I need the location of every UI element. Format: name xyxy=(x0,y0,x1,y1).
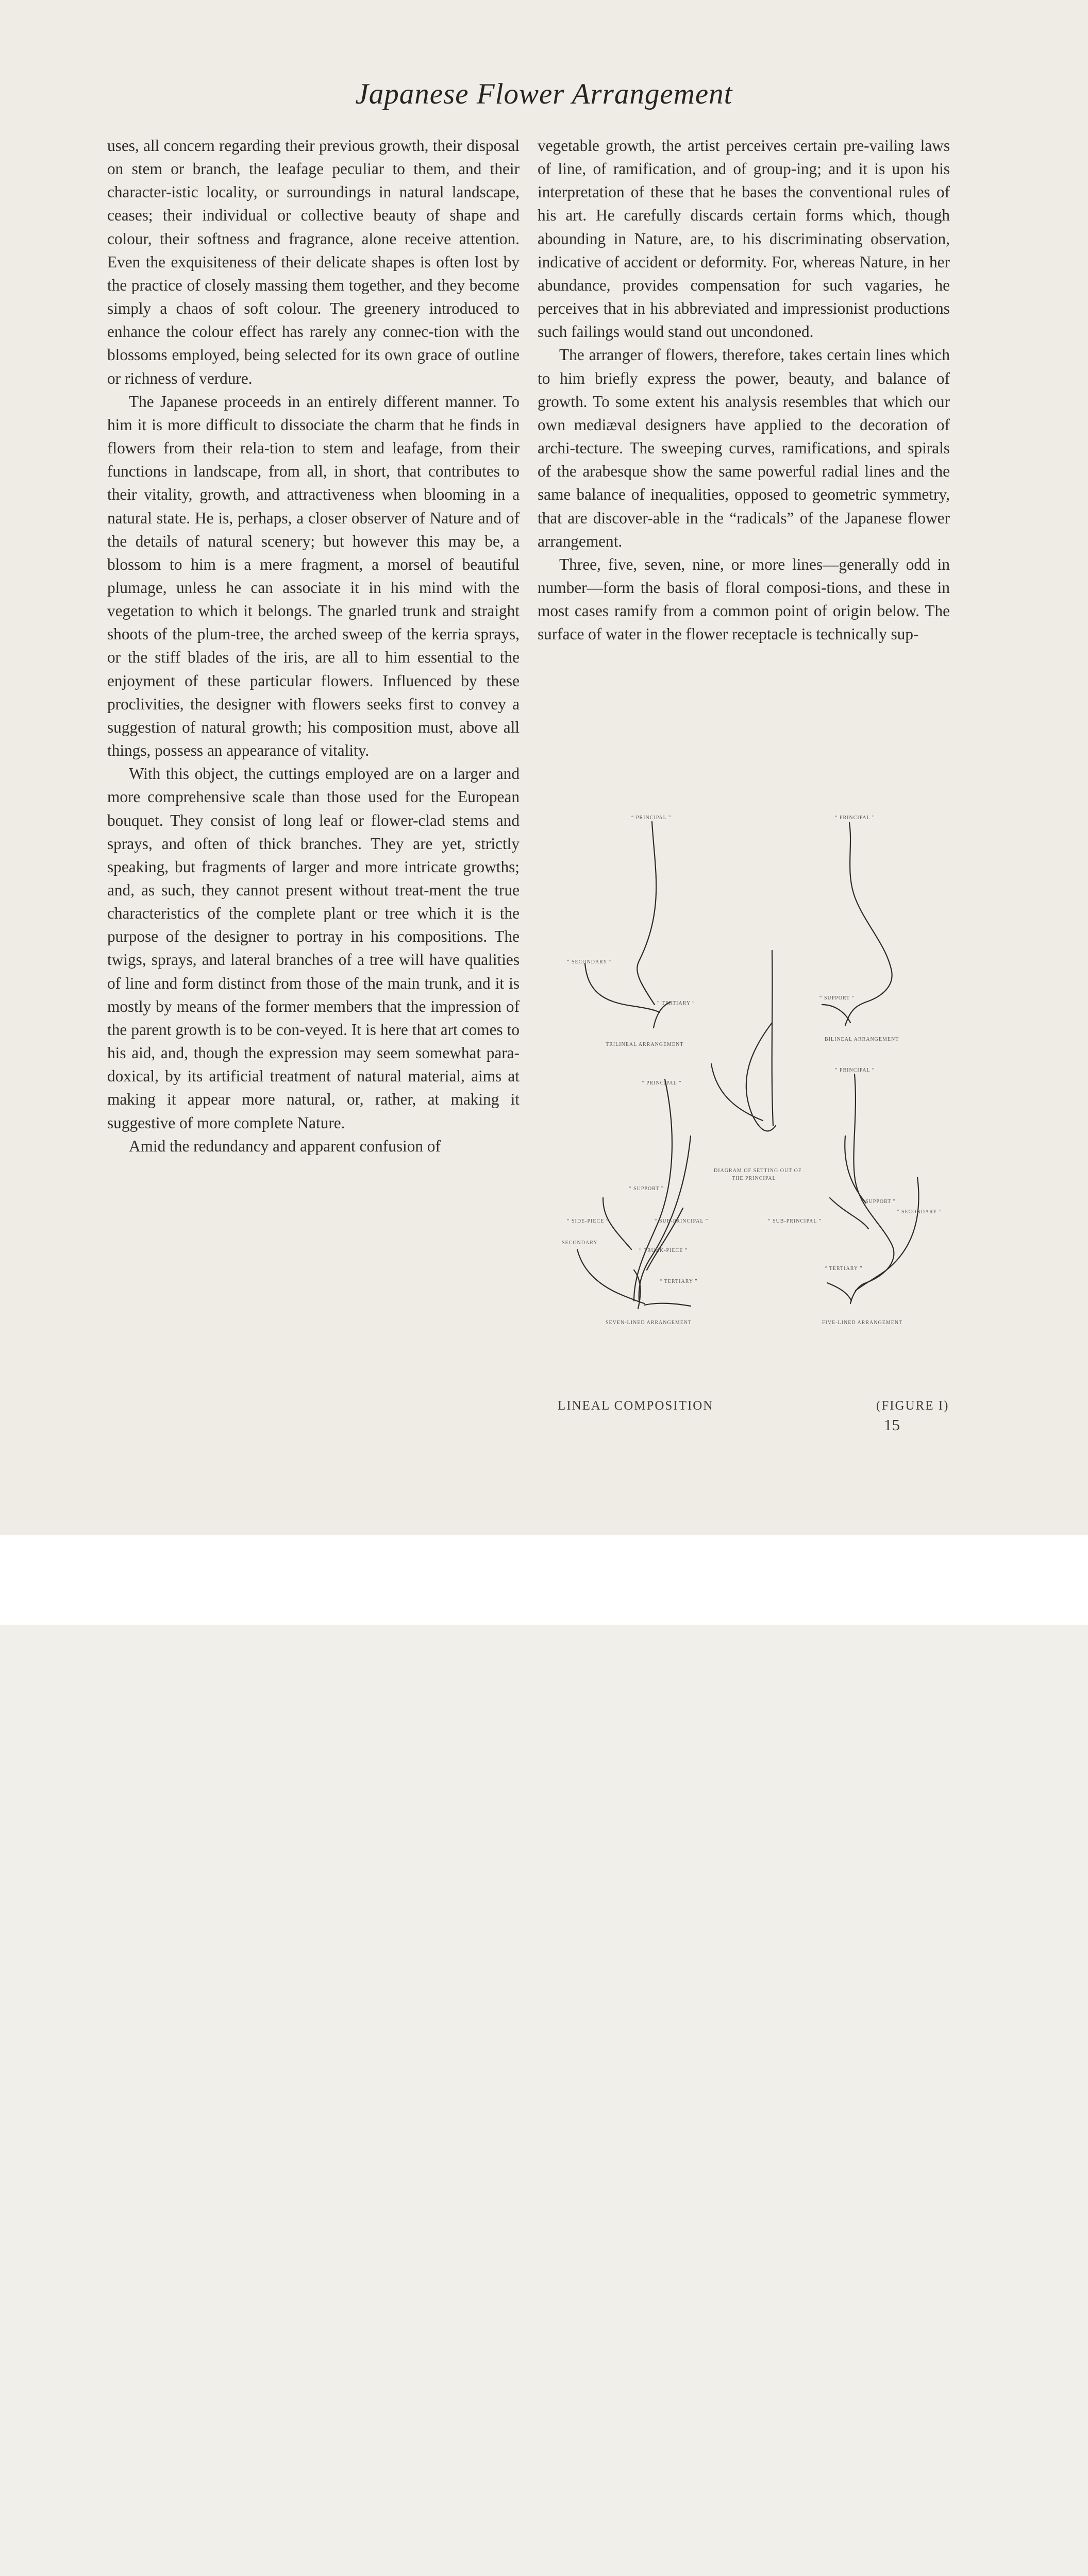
figure-caption-number: (FIGURE I) xyxy=(876,1399,949,1413)
label-trunk-piece: “ TRUNK-PIECE ” xyxy=(639,1248,688,1253)
left-paragraph-4: Amid the redundancy and apparent confusion of xyxy=(129,1137,441,1155)
label-sub-principal-1: “ SUB-PRINCIPAL ” xyxy=(655,1218,709,1224)
label-diagram-1: DIAGRAM OF SETTING OUT OF xyxy=(714,1168,802,1174)
left-paragraph-3: With this object, the cuttings employed are on a larger and more comprehensive scale than those used for the European bouquet. They consist of long leaf or flower-clad stems and sprays, and often of thick branches. They are yet, strictly speaking, but fragments of larger and more intricate growths; and, as such, they cannot present without treat-ment the true characteristics of the complete plant or tree which it is the purpose of the designer to portray in his compositions. The twigs, sprays, and lateral branches of a tree will have qualities of line and form distinct from those of the main trunk, and it is mostly by means of the former members that the impression of the parent growth is to be con-veyed. It is here that art comes to his aid, and, though the expression may seem somewhat para-doxical, by its artificial treatment of natural material, aims at making it appear more natural, or, rather, at making it suggestive of more complete Nature. xyxy=(107,765,520,1132)
left-paragraph-2: The Japanese proceeds in an entirely different manner. To him it is more difficult to dissociate the charm that he finds in flowers from their rela-tion to stem and leafage, from their functions in landscape, from all, in short, that contributes to their vitality, growth, and attractiveness when blooming in a natural state. He is, perhaps, a closer observer of Nature and of the details of natural scenery; but however this may be, a blossom to him is a mere fragment, a morsel of beautiful plumage, unless he can associate it in his mind with the vegetation to which it belongs. The gnarled trunk and straight shoots of the plum-tree, the arched sweep of the kerria sprays, or the stiff blades of the iris, are all to him essential to the enjoyment of these particular flowers. Influenced by these proclivities, the designer with flowers seeks first to convey a suggestion of natural growth; his composition must, above all things, possess an appearance of vitality. xyxy=(107,392,520,760)
label-support-3: “ SUPPORT ” xyxy=(861,1199,896,1205)
label-principal-3: “ PRINCIPAL ” xyxy=(835,1067,875,1073)
label-tertiary-1: “ TERTIARY ” xyxy=(657,1001,695,1006)
label-principal-1: “ PRINCIPAL ” xyxy=(631,815,672,821)
left-column xyxy=(107,134,520,1158)
label-secondary-3: SECONDARY xyxy=(562,1240,598,1246)
five-tertiary-line xyxy=(827,1283,851,1301)
label-principal-2: “ PRINCIPAL ” xyxy=(835,815,875,821)
label-trilineal: TRILINEAL ARRANGEMENT xyxy=(606,1042,684,1047)
label-support-1: “ SUPPORT ” xyxy=(819,995,855,1001)
trilineal-secondary-line xyxy=(585,963,660,1012)
diagram-principal-line xyxy=(772,951,773,1126)
digitization-footer xyxy=(0,1535,1088,1625)
figure-caption-title: LINEAL COMPOSITION xyxy=(558,1399,714,1413)
label-five-lined: FIVE-LINED ARRANGEMENT xyxy=(822,1320,903,1326)
right-paragraph-3: Three, five, seven, nine, or more lines—generally odd in number—form the basis of floral composi-tions, and these in most cases ramify from a common point of origin below. The surface of water in the flower receptacle is technically sup- xyxy=(538,555,950,643)
bilineal-support-line xyxy=(822,1005,850,1023)
right-paragraph-2: The arranger of flowers, therefore, takes certain lines which to him briefly express the power, beauty, and balance of growth. To some extent his analysis resembles that which our own mediæval designers have applied to the decoration of archi-tecture. The sweeping curves, ramifications, and spirals of the arabesque show the same powerful radial lines and the same balance of inequalities, opposed to geometric symmetry, that are discover-able in the “radicals” of the Japanese flower arrangement. xyxy=(538,346,950,550)
running-title: Japanese Flower Arrangement xyxy=(355,78,733,110)
label-diagram-2: THE PRINCIPAL xyxy=(732,1176,776,1181)
label-principal-4: “ PRINCIPAL ” xyxy=(642,1080,682,1086)
label-seven-lined: SEVEN-LINED ARRANGEMENT xyxy=(606,1320,692,1326)
seven-sub-principal-line xyxy=(647,1208,683,1270)
diagram-support-line xyxy=(711,1064,763,1121)
right-column xyxy=(538,134,950,646)
trilineal-principal-line xyxy=(637,822,656,1005)
label-side-piece: “ SIDE-PIECE ” xyxy=(567,1218,609,1224)
figure-diagram xyxy=(557,806,959,1363)
label-secondary-1: “ SECONDARY ” xyxy=(567,959,612,965)
label-bilineal: BILINEAL ARRANGEMENT xyxy=(825,1037,899,1042)
five-support-line xyxy=(845,1136,866,1203)
right-paragraph-1: vegetable growth, the artist perceives certain pre-vailing laws of line, of ramification, and of group-ing; and it is upon his interpretation of these that he bases the conventional rules of his art. He carefully discards certain forms which, though abounding in Nature, are, to his discriminating observation, indicative of accident or deformity. For, whereas Nature, in her abundance, provides compensation for such vagaries, he perceives that in his abbreviated and impressionist productions such failings would stand out uncondoned. xyxy=(538,137,950,341)
label-secondary-2: “ SECONDARY ” xyxy=(897,1209,942,1215)
label-support-2: “ SUPPORT ” xyxy=(629,1186,664,1192)
label-tertiary-2: “ TERTIARY ” xyxy=(825,1266,863,1272)
five-secondary-line xyxy=(856,1177,919,1291)
left-paragraph-1: uses, all concern regarding their previous growth, their disposal on stem or branch, the leafage peculiar to them, and their character-istic locality, or surroundings in natural landscape, ceases; their individual or collective beauty of shape and colour, their softness and fragrance, alone receive attention. Even the exquisiteness of their delicate shapes is often lost by the practice of closely massing them together, and they become simply a chaos of soft colour. The greenery introduced to enhance the colour effect has rarely any connec-tion with the blossoms employed, being selected for its own grace of outline or richness of verdure. xyxy=(107,137,520,387)
seven-tertiary-line xyxy=(644,1303,691,1306)
label-sub-principal-2: “ SUB-PRINCIPAL ” xyxy=(768,1218,822,1224)
page-number: 15 xyxy=(884,1416,900,1434)
lineal-composition-figure xyxy=(557,806,959,1363)
label-tertiary-3: “ TERTIARY ” xyxy=(660,1279,698,1284)
